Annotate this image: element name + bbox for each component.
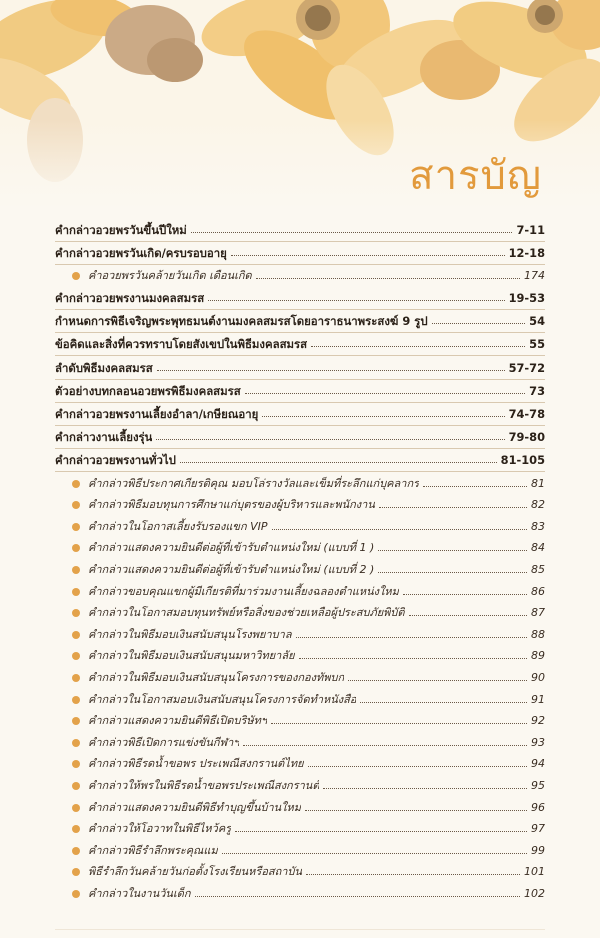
toc-entry-title: คำกล่าวให้พรในพิธีรดน้ำขอพรประเพณีสงกรานต์: [88, 779, 320, 792]
toc-sub-row[interactable]: [0, 818, 600, 840]
dot-leader: [156, 439, 505, 440]
toc-entry-title: คำกล่าวในโอกาสมอบทุนทรัพย์หรือสิ่งของช่วยเหลือผู้ประสบภัยพิบัติ: [88, 606, 405, 620]
toc-heading-row[interactable]: [0, 287, 600, 309]
toc-page-number: 57-72: [508, 360, 545, 375]
toc-heading-row[interactable]: [0, 219, 600, 241]
dot-leader: [432, 323, 525, 324]
toc-entry-title: ลำดับพิธีมงคลสมรส: [55, 360, 153, 375]
bullet-icon: [72, 652, 80, 660]
toc-page-number: 95: [531, 779, 545, 792]
toc-page-number: 96: [531, 800, 545, 814]
toc-entry-title: คำกล่าวแสดงความยินดีต่อผู้ที่เข้ารับตำแหน่งใหม่ (แบบที่ 2 ): [88, 563, 375, 576]
dot-leader: [323, 788, 527, 789]
bullet-icon: [72, 717, 80, 725]
toc-entry-title: พิธีรำลึกวันคล้ายวันก่อตั้งโรงเรียนหรือสถาบัน: [88, 865, 302, 879]
toc-sub-row[interactable]: [0, 624, 600, 646]
toc-entry-title: คำอวยพรวันคล้ายวันเกิด เดือนเกิด: [88, 269, 252, 283]
bullet-icon: [72, 868, 80, 876]
toc-entry-title: คำกล่าวในงานวันเด็ก: [88, 887, 191, 900]
toc-page-number: 54: [529, 314, 545, 329]
toc-sub-row[interactable]: [0, 861, 600, 883]
bullet-icon: [72, 696, 80, 704]
toc-page-number: 55: [529, 337, 545, 352]
toc-entry-title: คำกล่าวพิธีเปิดการแข่งขันกีฬาฯ: [88, 735, 240, 749]
dot-leader: [308, 766, 527, 767]
toc-page-number: 81-105: [500, 453, 545, 468]
toc-sub-row[interactable]: [0, 689, 600, 711]
toc-heading-row[interactable]: [0, 310, 600, 332]
toc-page-number: 90: [531, 671, 545, 684]
toc-sub-row[interactable]: [0, 775, 600, 797]
dot-leader: [245, 393, 525, 394]
toc-sub-row[interactable]: [0, 516, 600, 538]
toc-sub-row[interactable]: [0, 537, 600, 559]
dot-leader: [296, 637, 527, 638]
dot-leader: [208, 300, 505, 301]
toc-sub-row[interactable]: [0, 473, 600, 495]
dot-leader: [423, 486, 527, 487]
toc-entry-title: ข้อคิดและสิ่งที่ควรทราบโดยสังเขปในพิธีมงคลสมรส: [55, 337, 308, 352]
bullet-icon: [72, 523, 80, 531]
bullet-icon: [72, 566, 80, 574]
dot-leader: [305, 810, 527, 811]
toc-sub-row[interactable]: [0, 753, 600, 775]
dot-leader: [299, 658, 527, 659]
dot-leader: [191, 232, 512, 233]
dot-leader: [379, 507, 527, 508]
toc-page-number: 87: [531, 606, 545, 620]
toc-page-number: 101: [524, 865, 545, 879]
bullet-icon: [72, 674, 80, 682]
toc-page-number: 102: [524, 887, 545, 900]
page-title: สารบัญ: [409, 153, 542, 199]
toc-page-number: 19-53: [508, 291, 545, 305]
toc-heading-row[interactable]: [0, 449, 600, 471]
toc-entry-title: คำกล่าวพิธีรดน้ำขอพร ประเพณีสงกรานต์ไทย: [88, 757, 304, 771]
toc-sub-row[interactable]: [0, 602, 600, 624]
toc-sub-row[interactable]: [0, 883, 600, 905]
toc-page-number: 91: [531, 692, 545, 706]
toc-page-number: 12-18: [508, 246, 545, 261]
toc-sub-row[interactable]: [0, 710, 600, 732]
toc-page-number: 73: [529, 383, 545, 398]
toc-sub-row[interactable]: [0, 559, 600, 581]
toc-heading-row[interactable]: [0, 242, 600, 264]
bullet-icon: [72, 804, 80, 812]
dot-leader: [360, 702, 527, 703]
toc-entry-title: คำกล่าวอวยพรงานเลี้ยงอำลา/เกษียณอายุ: [55, 407, 259, 421]
toc-page-number: 7-11: [516, 223, 545, 237]
bullet-icon: [72, 609, 80, 617]
bullet-icon: [72, 480, 80, 488]
toc-entry-title: คำกล่าวอวยพรงานทั่วไป: [55, 453, 176, 468]
dot-leader: [378, 572, 527, 573]
toc-entry-title: คำกล่าวอวยพรวันขึ้นปีใหม่: [55, 223, 187, 237]
toc-page-number: 79-80: [508, 430, 545, 445]
toc-page-number: 89: [531, 649, 545, 663]
dot-leader: [231, 255, 505, 256]
toc-entry-title: คำกล่าวในพิธีมอบเงินสนับสนุนโครงการของกองทัพบก: [88, 671, 345, 684]
dot-leader: [311, 346, 525, 347]
toc-entry-title: คำกล่าวขอบคุณแขกผู้มีเกียรติที่มาร่วมงานเลี้ยงฉลองตำแหน่งใหม่: [88, 584, 399, 598]
toc-entry-title: คำกล่าวในพิธีมอบเงินสนับสนุนมหาวิทยาลัย: [88, 649, 295, 663]
toc-page-number: 86: [531, 584, 545, 598]
toc-sub-row[interactable]: [0, 645, 600, 667]
dot-leader: [243, 745, 527, 746]
toc-heading-row[interactable]: [0, 403, 600, 425]
dot-leader: [409, 615, 527, 616]
dot-leader: [403, 594, 527, 595]
bullet-icon: [72, 825, 80, 833]
dot-leader: [306, 874, 520, 875]
toc-entry-title: คำกล่าวงานเลี้ยงรุ่น: [55, 430, 153, 445]
toc-entry-title: คำกล่าวอวยพรงานมงคลสมรส: [55, 291, 205, 305]
toc-page-number: 81: [531, 476, 545, 490]
bullet-icon: [72, 544, 80, 552]
toc-heading-row[interactable]: [0, 380, 600, 402]
dot-leader: [262, 416, 505, 417]
toc-sub-row[interactable]: [0, 840, 600, 862]
toc-page-number: 85: [531, 563, 545, 576]
bullet-icon: [72, 588, 80, 596]
toc-page-number: 97: [531, 822, 545, 836]
dot-leader: [378, 550, 527, 551]
toc-sub-row[interactable]: [0, 265, 600, 287]
toc-sub-row[interactable]: [0, 667, 600, 689]
toc-entry-title: ตัวอย่างบทกลอนอวยพรพิธีมงคลสมรส: [55, 383, 241, 398]
dot-leader: [272, 529, 527, 530]
bullet-icon: [72, 631, 80, 639]
toc-page-number: 92: [531, 714, 545, 728]
toc-entry-title: คำกล่าวอวยพรวันเกิด/ครบรอบอายุ: [55, 246, 227, 261]
toc-heading-row[interactable]: [0, 426, 600, 448]
toc-entry-title: คำกล่าวพิธีรำลึกพระคุณแม่: [88, 843, 218, 857]
bullet-icon: [72, 890, 80, 898]
bullet-icon: [72, 739, 80, 747]
toc-sub-row[interactable]: [0, 581, 600, 603]
toc-entry-title: กำหนดการพิธีเจริญพระพุทธมนต์งานมงคลสมรสโดยอาราธนาพระสงฆ์ 9 รูป: [55, 314, 428, 329]
dot-leader: [222, 853, 527, 854]
dot-leader: [256, 278, 520, 279]
bullet-icon: [72, 501, 80, 509]
toc-sub-row[interactable]: [0, 494, 600, 516]
toc-page-number: 94: [531, 757, 545, 771]
toc-sub-row[interactable]: [0, 797, 600, 819]
bullet-icon: [72, 847, 80, 855]
toc-page-number: 99: [531, 843, 545, 857]
bullet-icon: [72, 760, 80, 768]
toc-entry-title: คำกล่าวแสดงความยินดีพิธีทำบุญขึ้นบ้านใหม่: [88, 800, 302, 814]
toc-entry-title: คำกล่าวในโอกาสเลี้ยงรับรองแขก VIP: [88, 519, 268, 533]
bottom-divider: [55, 929, 545, 930]
toc-page-number: 74-78: [508, 407, 545, 421]
toc-page-number: 174: [524, 269, 545, 283]
toc-sub-row[interactable]: [0, 732, 600, 754]
dot-leader: [271, 723, 527, 724]
toc-entry-title: คำกล่าวในโอกาสมอบเงินสนับสนุนโครงการจัดทำหนังสือ: [88, 692, 357, 706]
toc-entry-title: คำกล่าวแสดงความยินดีพิธีเปิดบริษัทฯ: [88, 714, 268, 728]
toc-heading-row[interactable]: [0, 333, 600, 355]
dot-leader: [195, 896, 520, 897]
toc-entry-title: คำกล่าวให้โอวาทในพิธีไหว้ครู: [88, 822, 232, 836]
dot-leader: [157, 370, 505, 371]
toc-page-number: 88: [531, 627, 545, 641]
toc-entry-title: คำกล่าวพิธีมอบทุนการศึกษาแก่บุตรของผู้บริหารและพนักงาน: [88, 498, 375, 512]
toc-entry-title: คำกล่าวแสดงความยินดีต่อผู้ที่เข้ารับตำแหน่งใหม่ (แบบที่ 1 ): [88, 541, 375, 555]
dot-leader: [235, 831, 527, 832]
toc-entry-title: คำกล่าวพิธีประกาศเกียรติคุณ มอบโล่รางวัลและเข็มที่ระลึกแก่บุคลากร: [88, 476, 420, 490]
toc-page-number: 84: [531, 541, 545, 555]
bullet-icon: [72, 782, 80, 790]
dot-leader: [180, 462, 497, 463]
toc-page-number: 83: [531, 519, 545, 533]
toc-entry-title: คำกล่าวในพิธีมอบเงินสนับสนุนโรงพยาบาล: [88, 627, 292, 641]
bullet-icon: [72, 272, 80, 280]
toc-page-number: 82: [531, 498, 545, 512]
toc-heading-row[interactable]: [0, 357, 600, 379]
toc-page-number: 93: [531, 735, 545, 749]
dot-leader: [348, 680, 527, 681]
